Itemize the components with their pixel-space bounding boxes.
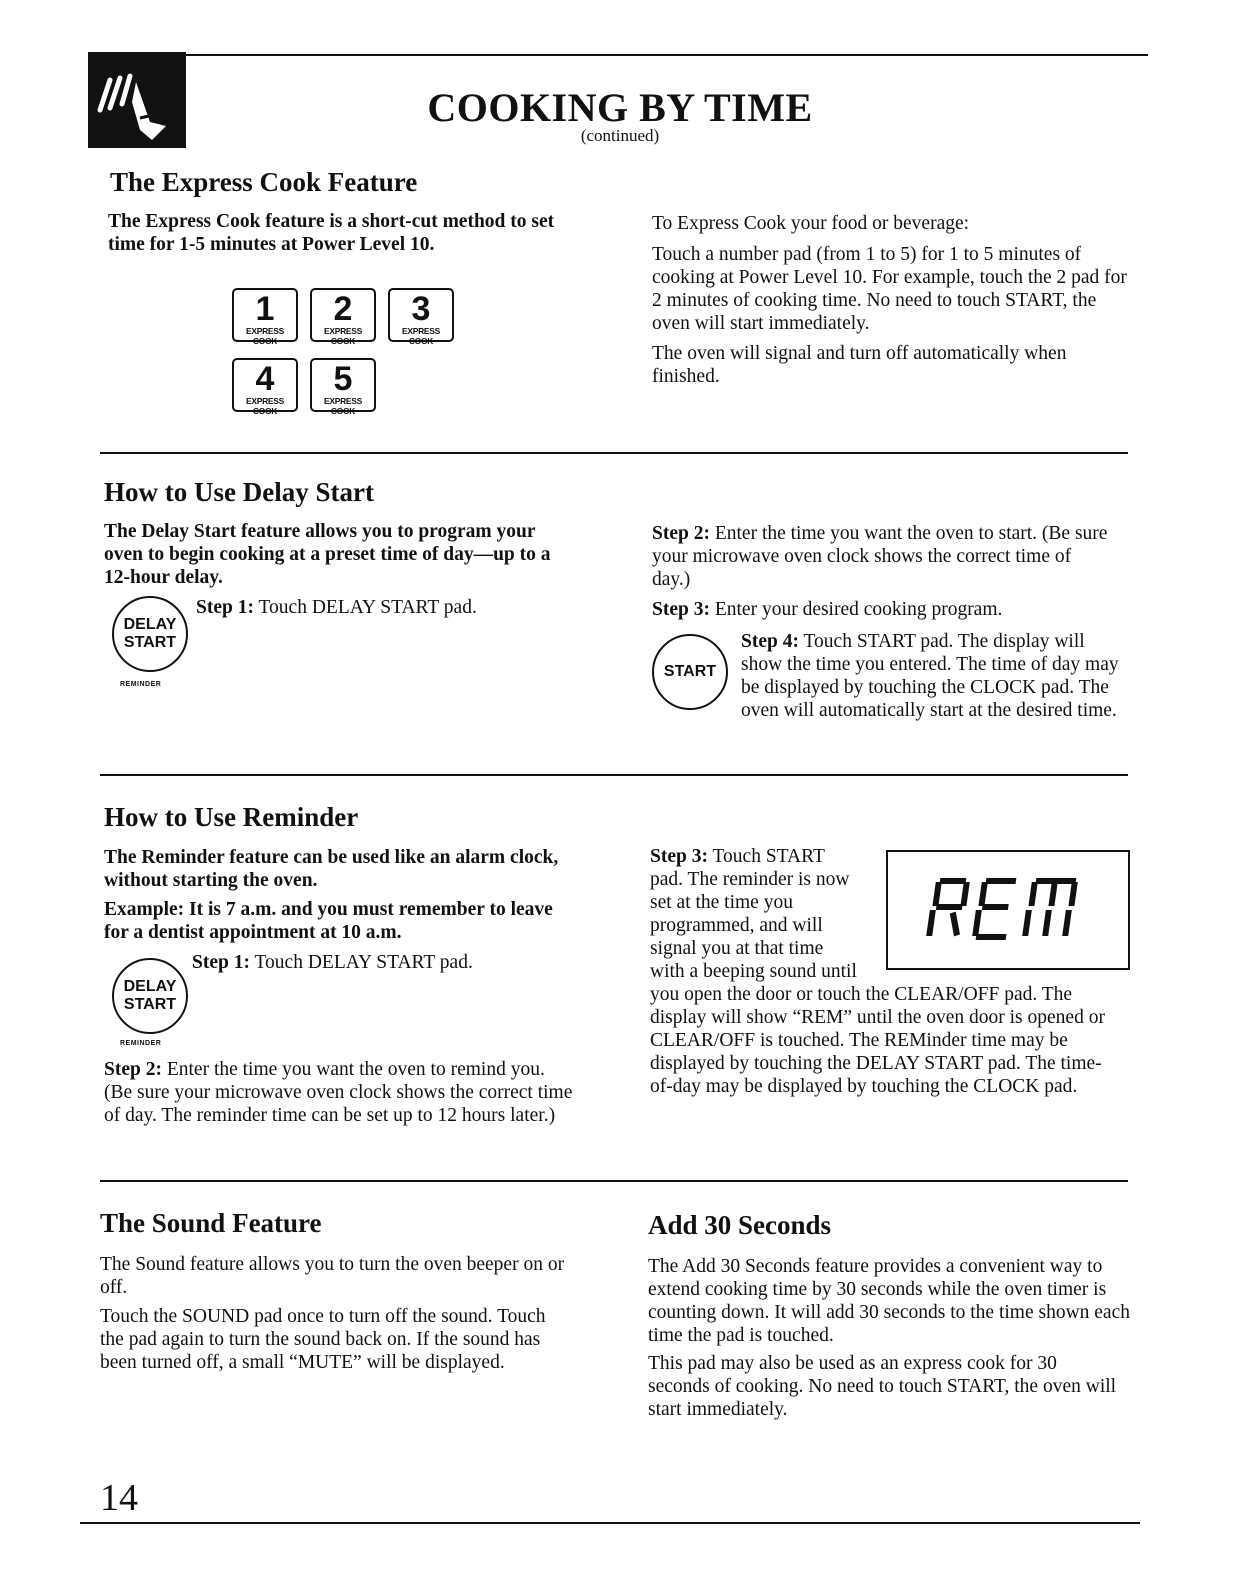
section-divider bbox=[100, 774, 1128, 776]
sound-p2: Touch the SOUND pad once to turn off the sound. Touch the pad again to turn the sound back on. If the sound has been turned off, a small “MUTE” will be displayed. bbox=[100, 1306, 546, 1373]
express-cook-intro: The Express Cook feature is a short-cut method to set time for 1-5 minutes at Power Level 10. bbox=[108, 211, 555, 255]
express-cook-pad-3[interactable]: 3 EXPRESS COOK bbox=[388, 288, 454, 344]
reminder-step1: Step 1: Touch DELAY START pad. bbox=[192, 952, 473, 973]
reminder-step3: Step 3: Touch START pad. The reminder is now set at the time you programmed, and will signal you at that time with a beeping sound until bbox=[650, 846, 857, 982]
add30-p1: The Add 30 Seconds feature provides a convenient way to extend cooking time by 30 seconds while the oven timer is counting down. It will add 30 seconds to the time shown each time the pad is touched. bbox=[648, 1256, 1130, 1346]
page-number: 14 bbox=[100, 1477, 138, 1519]
reminder-delay-start-button[interactable]: DELAY START bbox=[112, 958, 188, 1034]
rem-display-segments bbox=[888, 852, 1128, 968]
express-cook-pad-5[interactable]: 5 EXPRESS COOK bbox=[310, 358, 376, 414]
start-button[interactable]: START bbox=[652, 634, 728, 710]
delay-start-step4: Step 4: Touch START pad. The display will show the time you entered. The time of day may be displayed by touching the CLOCK pad. The oven will automatically start at the desired time. bbox=[741, 631, 1119, 721]
express-cook-pad-4[interactable]: 4 EXPRESS COOK bbox=[232, 358, 298, 414]
bottom-rule bbox=[80, 1522, 1140, 1524]
reminder-step3-continued: you open the door or touch the CLEAR/OFF pad. The display will show “REM” until the oven door is opened or CLEAR/OFF is touched. The REMinder time may be displayed by touching the DELAY START pad. The time-of-day may be displayed by touching the CLOCK pad. bbox=[650, 984, 1105, 1097]
delay-start-intro: The Delay Start feature allows you to program your oven to begin cooking at a preset time of day—up to a 12-hour delay. bbox=[104, 521, 551, 588]
reminder-label: REMINDER bbox=[120, 1040, 162, 1047]
express-cook-how-intro: To Express Cook your food or beverage: bbox=[652, 213, 970, 234]
express-cook-how-p2: The oven will signal and turn off automatically when finished. bbox=[652, 343, 1067, 387]
express-cook-heading: The Express Cook Feature bbox=[110, 167, 418, 197]
express-cook-pad-2[interactable]: 2 EXPRESS COOK bbox=[310, 288, 376, 344]
reminder-heading: How to Use Reminder bbox=[104, 802, 359, 832]
reminder-step2: Step 2: Enter the time you want the oven to remind you. (Be sure your microwave oven clock shows the correct time of day. The reminder time can be set up to 12 hours later.) bbox=[104, 1059, 573, 1126]
delay-start-heading: How to Use Delay Start bbox=[104, 477, 374, 507]
reminder-label: REMINDER bbox=[120, 681, 162, 688]
top-rule bbox=[90, 54, 1148, 56]
add30-p2: This pad may also be used as an express cook for 30 seconds of cooking. No need to touch START, the oven will start immediately. bbox=[648, 1353, 1117, 1420]
add30-heading: Add 30 Seconds bbox=[648, 1210, 832, 1240]
reminder-example: Example: It is 7 a.m. and you must remember to leave for a dentist appointment at 10 a.m. bbox=[104, 899, 553, 943]
page-subtitle: (continued) bbox=[580, 126, 660, 145]
sound-p1: The Sound feature allows you to turn the oven beeper on or off. bbox=[100, 1254, 565, 1298]
section-divider bbox=[100, 1180, 1128, 1182]
delay-start-step2: Step 2: Enter the time you want the oven to start. (Be sure your microwave oven clock shows the correct time of day.) bbox=[652, 523, 1108, 590]
delay-start-step1: Step 1: Touch DELAY START pad. bbox=[196, 597, 477, 618]
express-cook-pad-1[interactable]: 1 EXPRESS COOK bbox=[232, 288, 298, 344]
section-divider bbox=[100, 452, 1128, 454]
delay-start-button[interactable]: DELAY START bbox=[112, 596, 188, 672]
express-cook-how-p1: Touch a number pad (from 1 to 5) for 1 to 5 minutes of cooking at Power Level 10. For example, touch the 2 pad for 2 minutes of cooking time. No need to touch START, the oven will start immediately. bbox=[652, 244, 1127, 334]
reminder-display bbox=[886, 850, 1130, 970]
sound-heading: The Sound Feature bbox=[100, 1208, 322, 1238]
delay-start-step3: Step 3: Enter your desired cooking program. bbox=[652, 599, 1003, 620]
page-title: COOKING BY TIME bbox=[427, 85, 813, 130]
reminder-intro: The Reminder feature can be used like an alarm clock, without starting the oven. bbox=[104, 847, 559, 891]
logo-hand-icon bbox=[88, 52, 186, 148]
